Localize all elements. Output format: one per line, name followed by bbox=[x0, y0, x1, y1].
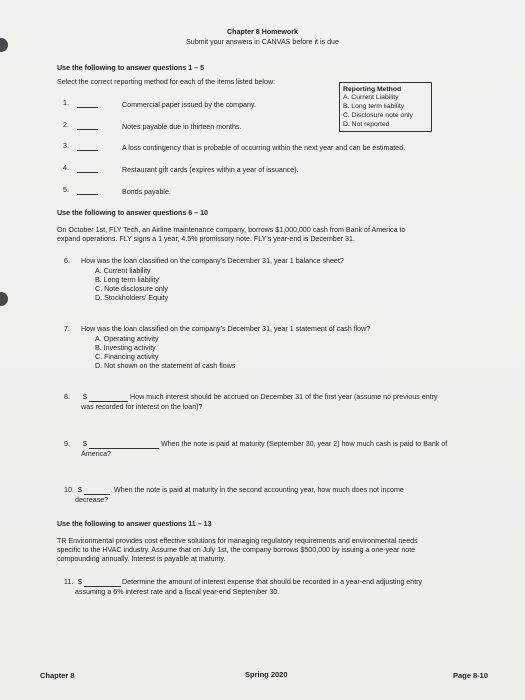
answer-blank[interactable] bbox=[84, 494, 110, 495]
answer-blank[interactable] bbox=[89, 448, 159, 449]
question-number: 10. bbox=[64, 486, 74, 494]
reporting-option: A. Current Liability bbox=[343, 94, 399, 101]
item-text: Notes payable due in thirteen months. bbox=[122, 123, 242, 131]
answer-blank[interactable] bbox=[77, 129, 98, 130]
item-number: 1. bbox=[63, 99, 69, 107]
answer-blank[interactable] bbox=[89, 401, 128, 402]
footer-term: Spring 2020 bbox=[245, 670, 288, 679]
page-title: Chapter 8 Homework bbox=[227, 28, 298, 36]
dollar-sign: $ bbox=[78, 578, 82, 586]
question-number: 7. bbox=[64, 325, 70, 333]
reporting-option: D. Not reported bbox=[343, 121, 390, 128]
section-instruction: Select the correct reporting method for each of the items listed below: bbox=[57, 78, 276, 86]
answer-option: B. Investing activity bbox=[95, 344, 156, 352]
answer-blank[interactable] bbox=[84, 586, 121, 587]
answer-blank[interactable] bbox=[77, 150, 98, 151]
question-text: How much interest should be accrued on December 31 of the first year (assume no previous entry bbox=[130, 393, 438, 401]
answer-blank[interactable] bbox=[77, 107, 98, 108]
footer-chapter: Chapter 8 bbox=[40, 671, 75, 680]
reporting-option: B. Long term liability bbox=[343, 103, 405, 110]
section-heading: Use the following to answer questions 1 – 5 bbox=[57, 64, 205, 72]
item-text: Restaurant gift cards (expires within a year of issuance). bbox=[122, 166, 299, 174]
item-text: A loss contingency that is probable of occurring within the next year and can be estimated. bbox=[122, 144, 406, 152]
answer-blank[interactable] bbox=[77, 194, 98, 195]
answer-option: B. Long term liability bbox=[95, 276, 159, 284]
item-number: 3. bbox=[63, 142, 69, 150]
reporting-method-box bbox=[339, 82, 432, 132]
question-text: How was the loan classified on the company's December 31, year 1 statement of cash flow? bbox=[81, 325, 371, 333]
question-text: When the note is paid at maturity (September 30, year 2) how much cash is paid to Bank of bbox=[161, 440, 448, 448]
item-number: 2. bbox=[63, 121, 69, 129]
question-text: assuming a 6% interest rate and a fiscal year-end September 30. bbox=[75, 588, 280, 596]
dollar-sign: $ bbox=[83, 440, 87, 448]
question-text: was recorded for interest on the loan)? bbox=[81, 403, 203, 411]
question-text: How was the loan classified on the company's December 31, year 1 balance sheet? bbox=[81, 257, 344, 265]
scenario-text: On October 1st, FLY Tech, an Airline maintenance company, borrows $1,000,000 cash from Bank of America to bbox=[57, 226, 406, 234]
answer-option: D. Not shown on the statement of cash flows bbox=[95, 362, 236, 370]
punch-hole bbox=[0, 292, 8, 306]
item-text: Commercial paper issued by the company. bbox=[122, 101, 256, 109]
question-text: America? bbox=[81, 450, 111, 458]
reporting-option: C. Disclosure note only bbox=[343, 112, 413, 119]
page-subtitle: Submit your answers in CANVAS before it is due bbox=[186, 38, 339, 46]
scenario-text: TR Environmental provides cost effective solutions for managing regulatory requirements and environmental needs bbox=[57, 537, 418, 545]
question-number: 9. bbox=[64, 440, 70, 448]
scenario-text: compounding annually. Interest is payable at maturity. bbox=[57, 555, 226, 563]
footer-page-number: Page 8-10 bbox=[453, 671, 489, 680]
answer-option: A. Operating activity bbox=[95, 335, 159, 343]
answer-blank[interactable] bbox=[77, 172, 98, 173]
question-number: 6. bbox=[64, 257, 70, 265]
dollar-sign: $ bbox=[83, 393, 87, 401]
section-heading: Use the following to answer questions 11 – 13 bbox=[57, 520, 212, 528]
question-number: 8. bbox=[64, 393, 70, 401]
question-text: When the note is paid at maturity in the second accounting year, how much does not income bbox=[114, 486, 404, 494]
scenario-text: specific to the HVAC industry. Assume that on July 1st, the company borrows $500,000 by issuing a one-year note bbox=[57, 546, 416, 554]
item-number: 4. bbox=[63, 164, 69, 172]
section-heading: Use the following to answer questions 6 – 10 bbox=[57, 209, 208, 217]
question-text: Determine the amount of interest expense that should be recorded in a year-end adjusting entry bbox=[122, 578, 423, 586]
dollar-sign: $ bbox=[78, 486, 82, 494]
item-text: Bonds payable. bbox=[122, 188, 171, 196]
question-number: 11. bbox=[64, 578, 74, 586]
answer-option: A. Current liability bbox=[95, 267, 151, 275]
answer-option: C. Financing activity bbox=[95, 353, 159, 361]
question-text: decrease? bbox=[75, 496, 109, 504]
answer-option: C. Note disclosure only bbox=[95, 285, 168, 293]
reporting-method-title: Reporting Method bbox=[343, 86, 402, 93]
answer-option: D. Stockholders' Equity bbox=[95, 294, 169, 302]
item-number: 5. bbox=[63, 186, 69, 194]
scenario-text: expand operations. FLY signs a 1 year, 4.5% promissory note. FLY's year-end is December 31. bbox=[57, 235, 355, 243]
